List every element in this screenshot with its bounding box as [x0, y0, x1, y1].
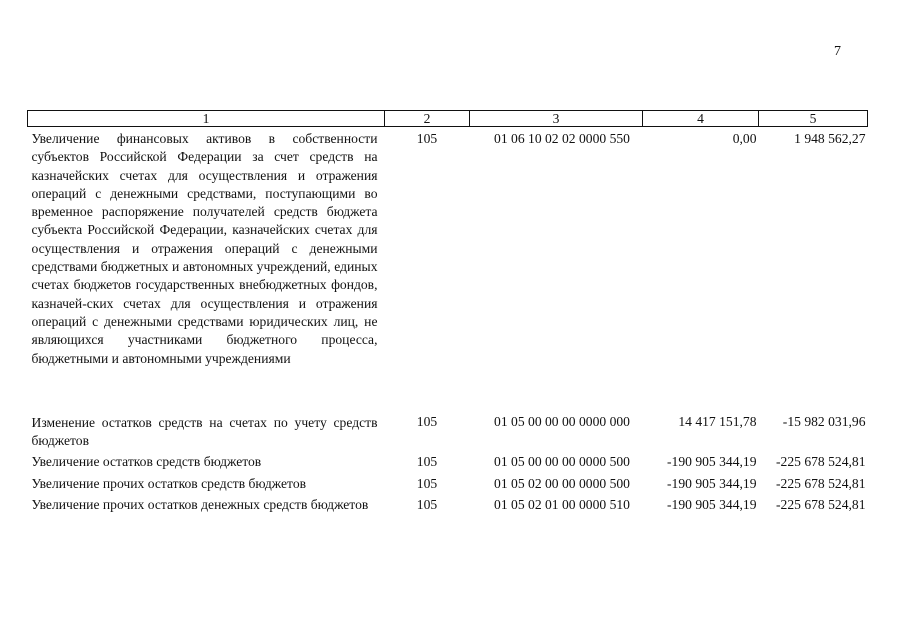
row-value-4: -190 905 344,19 [667, 475, 757, 491]
row-name: Увеличение финансовых активов в собственности субъектов Российской Федерации за счет средств на казначейских счетах для осуществления и отражения операций с денежными средствами, поступающими во временное распоряжение получателей средств бюджета субъекта Российской Федерации, казначейских счетах для осуществления и отражения операций с денежными средствами бюджетных и автономных учреждений, единых счетах бюджетов государственных внебюджетных фондов, казначей-ских счетах для осуществления и отражения операций с денежными средствами юридических лиц, не являющихся участниками бюджетного процесса, бюджетными и автономными учреждениями [31, 131, 378, 366]
table-header [28, 111, 868, 127]
row-name: Изменение остатков средств на счетах по учету средств бюджетов [31, 414, 378, 449]
row-value-5: -15 982 031,96 [782, 413, 866, 429]
table-row [28, 127, 868, 404]
row-value-4: 0,00 [732, 131, 757, 146]
column-header-2: 2 [385, 111, 470, 127]
header-row [28, 111, 868, 127]
row-name: Увеличение прочих остатков средств бюджетов [31, 475, 307, 491]
row-value-5: -225 678 524,81 [776, 454, 866, 470]
row-classification-code: 01 06 10 02 02 0000 550 [494, 131, 630, 146]
row-value-5: 1 948 562,27 [794, 131, 866, 146]
table-row [28, 404, 868, 451]
row-admin-code: 105 [416, 497, 438, 513]
row-value-4: -190 905 344,19 [667, 454, 757, 470]
column-header-5: 5 [759, 111, 868, 127]
row-classification-code: 01 05 00 00 00 0000 000 [494, 413, 630, 429]
table-row [28, 472, 868, 493]
table-row [28, 450, 868, 471]
budget-table-container [27, 110, 867, 514]
row-value-5: -225 678 524,81 [776, 497, 866, 513]
column-header-4: 4 [643, 111, 759, 127]
row-value-4: -190 905 344,19 [667, 497, 757, 513]
table-row [28, 493, 868, 514]
row-name: Увеличение остатков средств бюджетов [31, 454, 262, 470]
row-admin-code: 105 [416, 131, 438, 146]
row-classification-code: 01 05 00 00 00 0000 500 [494, 454, 630, 470]
row-name: Увеличение прочих остатков денежных средств бюджетов [31, 497, 369, 513]
column-header-3: 3 [470, 111, 643, 127]
row-admin-code: 105 [416, 475, 438, 491]
row-value-5: -225 678 524,81 [776, 475, 866, 491]
row-admin-code: 105 [416, 454, 438, 470]
page-number: 7 [834, 44, 841, 59]
column-header-1: 1 [28, 111, 385, 127]
row-value-4: 14 417 151,78 [678, 413, 757, 429]
row-classification-code: 01 05 02 01 00 0000 510 [494, 497, 630, 513]
budget-sources-table [27, 110, 868, 514]
row-classification-code: 01 05 02 00 00 0000 500 [494, 475, 630, 491]
row-admin-code: 105 [416, 413, 438, 429]
table-body [28, 127, 868, 515]
